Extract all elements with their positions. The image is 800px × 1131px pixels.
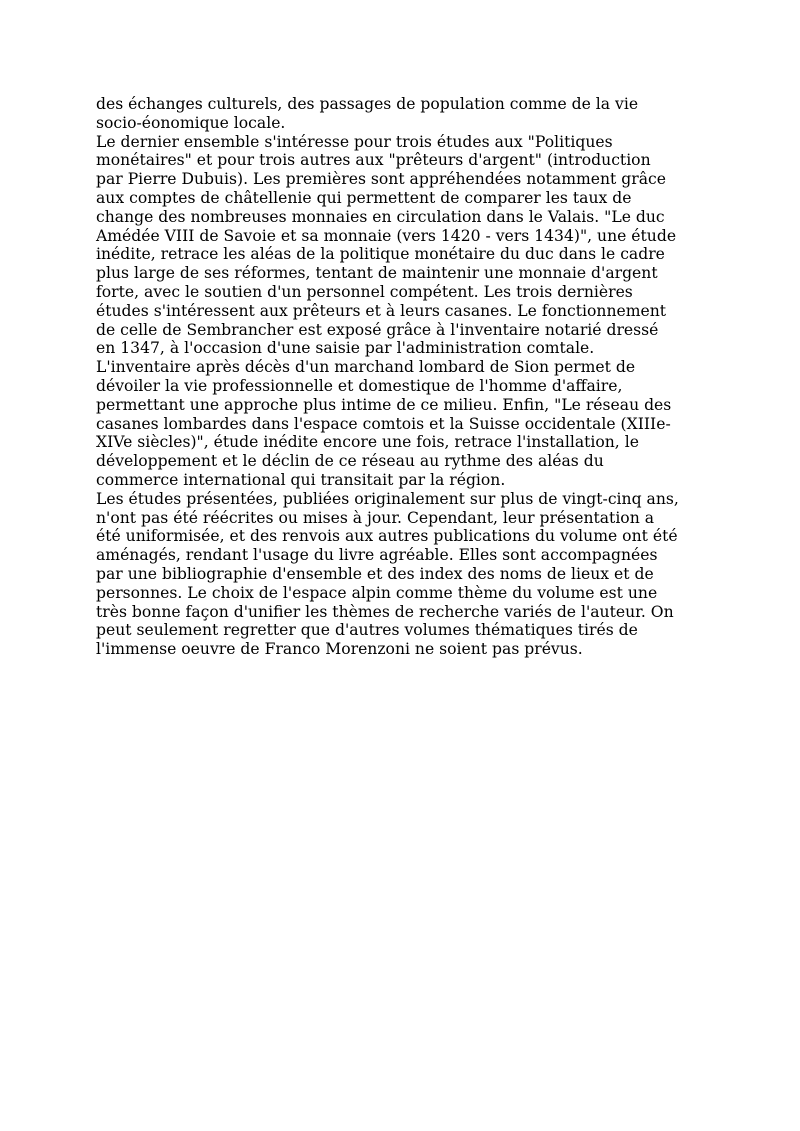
text-line: été uniformisée, et des renvois aux autres publications du volume ont été bbox=[96, 527, 678, 546]
text-line: change des nombreuses monnaies en circulation dans le Valais. "Le duc bbox=[96, 207, 665, 226]
paragraph-monetary-policies bbox=[96, 133, 716, 490]
text-line: en 1347, à l'occasion d'une saisie par l'administration comtale. bbox=[96, 339, 595, 358]
text-line: personnes. Le choix de l'espace alpin comme thème du volume est une bbox=[96, 583, 658, 602]
text-line: aux comptes de châtellenie qui permettent de comparer les taux de bbox=[96, 188, 632, 207]
text-line: par Pierre Dubuis). Les premières sont appréhendées notamment grâce bbox=[96, 170, 666, 189]
paragraph-intro bbox=[96, 95, 716, 133]
text-line: plus large de ses réformes, tentant de maintenir une monnaie d'argent bbox=[96, 264, 658, 283]
text-line: aménagés, rendant l'usage du livre agréable. Elles sont accompagnées bbox=[96, 546, 658, 565]
text-line: permettant une approche plus intime de ce milieu. Enfin, "Le réseau des bbox=[96, 395, 672, 414]
text-line: développement et le déclin de ce réseau au rythme des aléas du bbox=[96, 452, 604, 471]
text-line: l'immense oeuvre de Franco Morenzoni ne soient pas prévus. bbox=[96, 640, 583, 659]
text-line: études s'intéressent aux prêteurs et à leurs casanes. Le fonctionnement bbox=[96, 301, 667, 320]
text-line: casanes lombardes dans l'espace comtois et la Suisse occidentale (XIIIe- bbox=[96, 414, 671, 433]
text-line: Le dernier ensemble s'intéresse pour trois études aux "Politiques bbox=[96, 132, 613, 151]
text-line: forte, avec le soutien d'un personnel compétent. Les trois dernières bbox=[96, 282, 633, 301]
text-line: dévoiler la vie professionnelle et domestique de l'homme d'affaire, bbox=[96, 376, 623, 395]
document-page bbox=[96, 95, 716, 659]
text-line: n'ont pas été réécrites ou mises à jour. Cependant, leur présentation a bbox=[96, 508, 654, 527]
text-line: très bonne façon d'unifier les thèmes de recherche variés de l'auteur. On bbox=[96, 602, 674, 621]
text-line: de celle de Sembrancher est exposé grâce à l'inventaire notarié dressé bbox=[96, 320, 659, 339]
text-line: commerce international qui transitait par la région. bbox=[96, 470, 506, 489]
text-line: monétaires" et pour trois autres aux "prêteurs d'argent" (introduction bbox=[96, 151, 651, 170]
text-line: socio-éonomique locale. bbox=[96, 113, 286, 132]
text-line: Amédée VIII de Savoie et sa monnaie (vers 1420 - vers 1434)", une étude bbox=[96, 226, 677, 245]
text-line: des échanges culturels, des passages de population comme de la vie bbox=[96, 95, 639, 113]
text-line: peut seulement regretter que d'autres volumes thématiques tirés de bbox=[96, 621, 638, 640]
text-line: inédite, retrace les aléas de la politique monétaire du duc dans le cadre bbox=[96, 245, 665, 264]
text-line: L'inventaire après décès d'un marchand lombard de Sion permet de bbox=[96, 358, 636, 377]
text-line: XIVe siècles)", étude inédite encore une fois, retrace l'installation, le bbox=[96, 433, 639, 452]
paragraph-conclusion bbox=[96, 490, 716, 659]
text-line: Les études présentées, publiées originalement sur plus de vingt-cinq ans, bbox=[96, 489, 679, 508]
text-line: par une bibliographie d'ensemble et des index des noms de lieux et de bbox=[96, 564, 654, 583]
